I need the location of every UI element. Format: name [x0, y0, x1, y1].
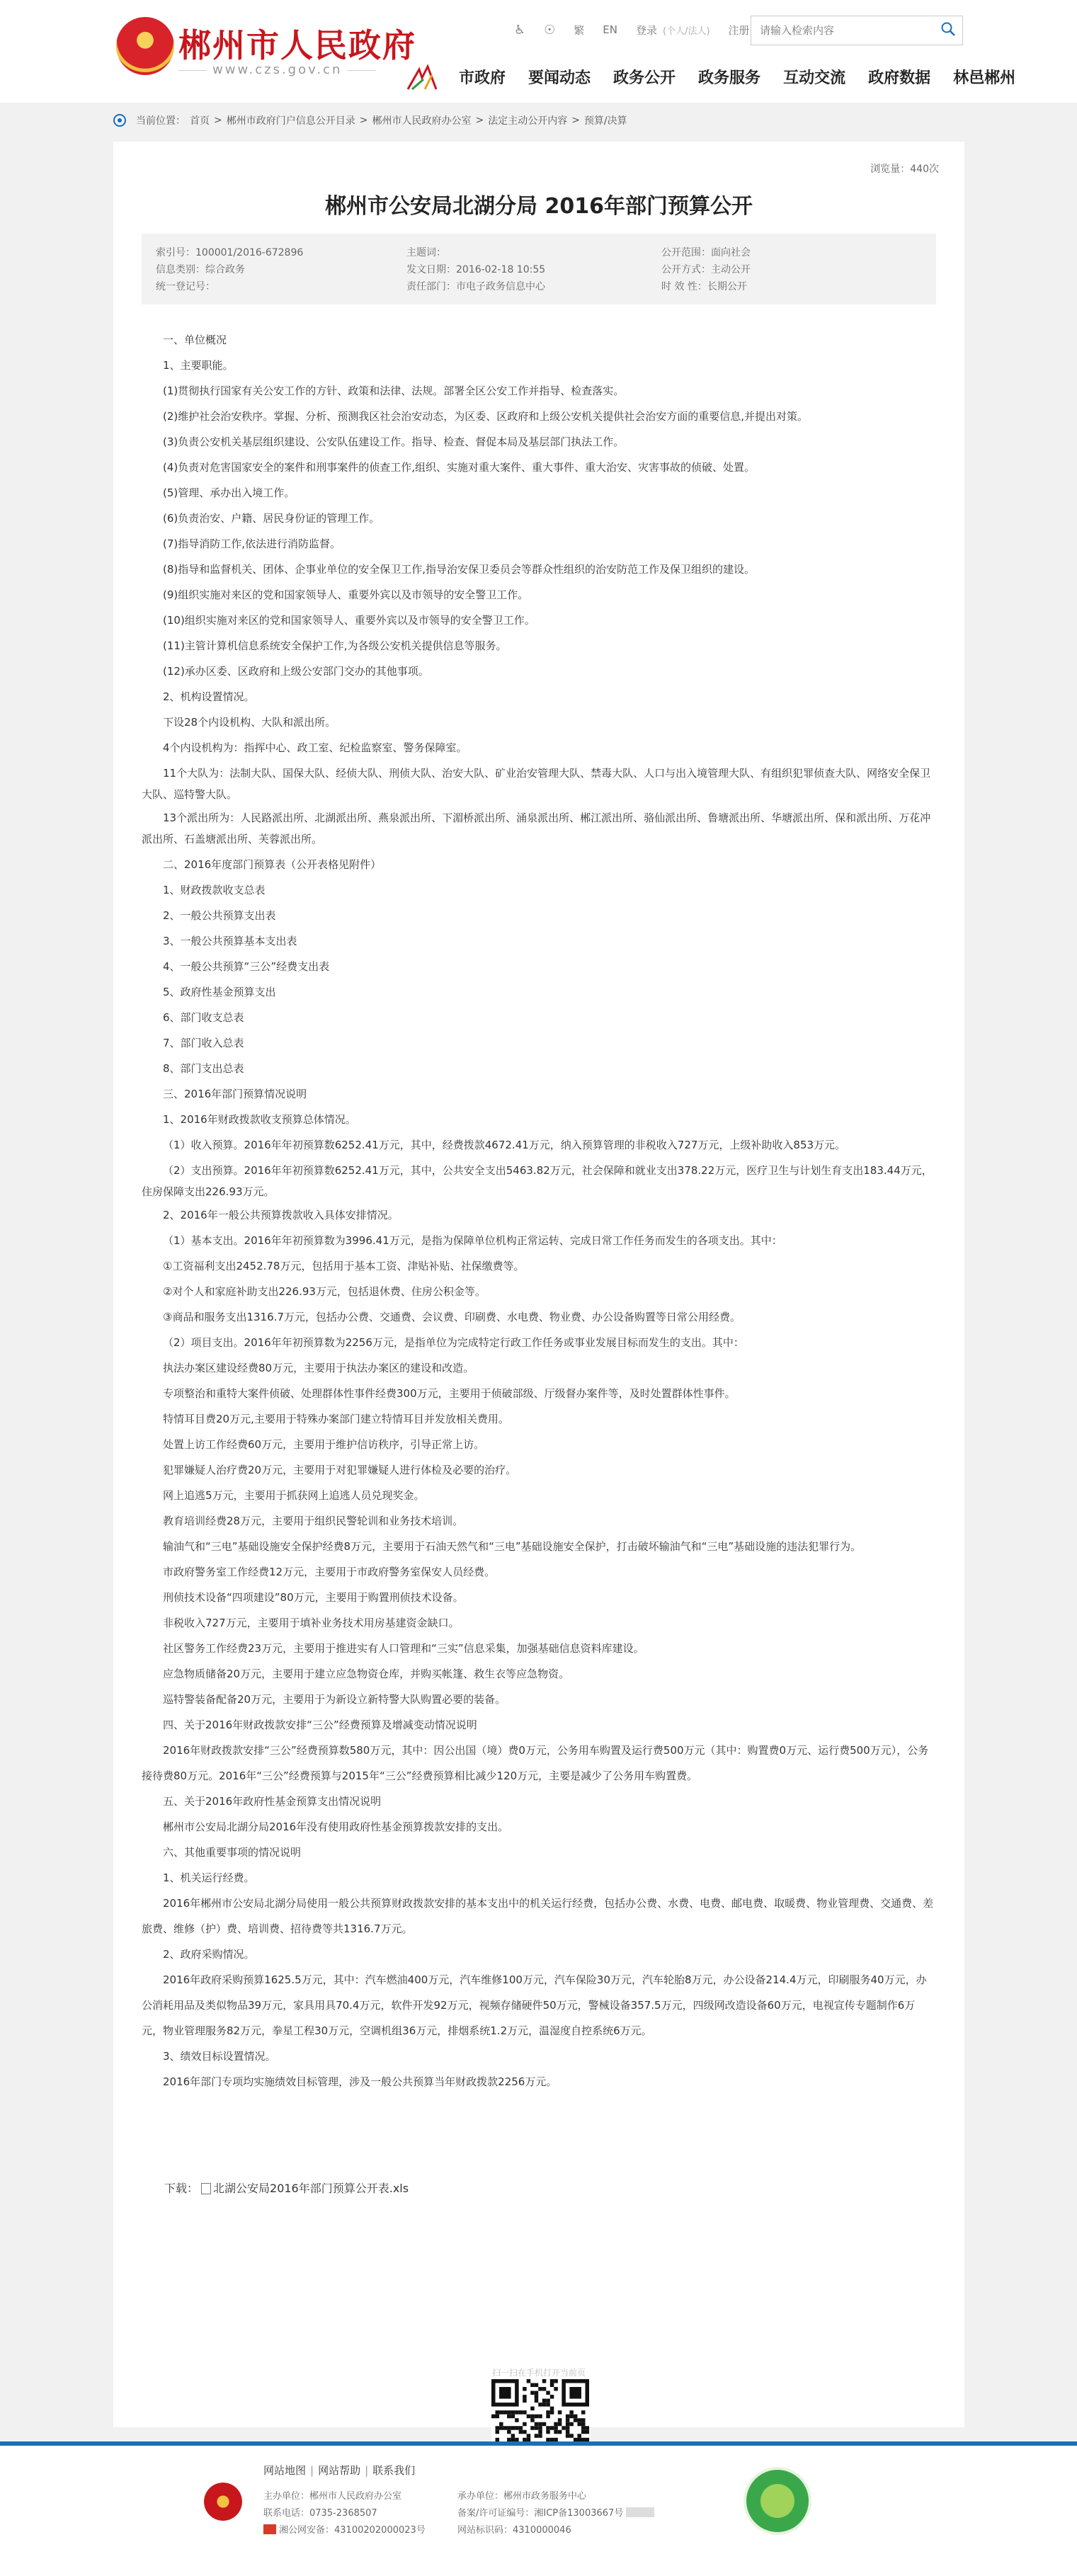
article-paragraph: (4)负责对危害国家安全的案件和刑事案件的侦查工作,组织、实施对重大案件、重大事件、重大治安、灾害事故的侦破、处置。 — [163, 461, 756, 474]
breadcrumb-item[interactable]: 郴州市人民政府办公室 — [372, 115, 472, 127]
site-title[interactable]: 郴州市人民政府 — [178, 26, 416, 64]
article-paragraph: (9)组织实施对来区的党和国家领导人、重要外宾以及市领导的安全警卫工作。 — [163, 588, 529, 601]
article-paragraph: (1)贯彻执行国家有关公安工作的方针、政策和法律、法规。部署全区公安工作并指导、检查落实。 — [163, 384, 625, 397]
article-paragraph: 犯罪嫌疑人治疗费20万元，主要用于对犯罪嫌疑人进行体检及必要的治疗。 — [163, 1464, 517, 1476]
footer-site-id: 网站标识码：4310000046 — [457, 2525, 571, 2536]
site-header — [0, 0, 1077, 103]
article-paragraph: （2）项目支出。2016年年初预算数为2256万元，是指单位为完成特定行政工作任务或事业发展目标而发生的支出。其中： — [163, 1336, 744, 1349]
breadcrumb — [113, 112, 627, 129]
article-paragraph: (11)主管计算机信息系统安全保护工作,为各级公安机关提供信息等服务。 — [163, 639, 507, 652]
article-paragraph: (6)负责治安、户籍、居民身份证的管理工作。 — [163, 512, 380, 525]
site-footer — [0, 2441, 1077, 2576]
breadcrumb-item[interactable]: 法定主动公开内容 — [488, 115, 568, 127]
top-links — [514, 21, 750, 38]
breadcrumb-separator: > — [571, 115, 580, 126]
article-paragraph: 2、2016年一般公共预算拨款收入具体安排情况。 — [163, 1209, 399, 1221]
footer-link-contact[interactable]: 联系我们 — [372, 2464, 416, 2477]
main-nav — [459, 66, 1015, 88]
search-icon[interactable] — [941, 22, 955, 36]
accessibility-icon[interactable]: ♿ — [514, 22, 526, 38]
article-body — [142, 327, 936, 2095]
article-paragraph: 2、机构设置情况。 — [163, 690, 255, 703]
article-paragraph: 1、财政拨款收支总表 — [163, 884, 266, 896]
article-paragraph: 3、一般公共预算基本支出表 — [163, 935, 297, 947]
elder-mode-icon[interactable]: ☉ — [544, 22, 556, 38]
article-paragraph: 市政府警务室工作经费12万元，主要用于市政府警务室保安人员经费。 — [163, 1566, 496, 1578]
login-link[interactable]: 登录 — [636, 23, 658, 37]
breadcrumb-separator: > — [214, 115, 222, 126]
article-paragraph: 下设28个内设机构、大队和派出所。 — [163, 716, 336, 729]
register-link[interactable]: 注册 — [728, 23, 750, 37]
article-paragraph: 五、关于2016年政府性基金预算支出情况说明 — [163, 1795, 382, 1808]
article-paragraph: 二、2016年度部门预算表（公开表格见附件） — [163, 858, 382, 871]
meta-scope: 公开范围：面向社会 — [661, 247, 751, 258]
download-area — [164, 2179, 409, 2196]
footer-link-help[interactable]: 网站帮助 — [318, 2464, 361, 2477]
article-paragraph: 6、部门收支总表 — [163, 1011, 244, 1024]
footer-police-record[interactable]: 湘公网安备：43100202000023号 — [279, 2525, 426, 2536]
article-paragraph: (8)指导和监督机关、团体、企事业单位的安全保卫工作,指导治安保卫委员会等群众性组织的治安防范工作及保卫组织的建设。 — [163, 563, 756, 576]
article-paragraph: 社区警务工作经费23万元，主要用于推进实有人口管理和“三实”信息采集，加强基础信息资料库建设。 — [163, 1642, 644, 1655]
article-paragraph: 一、单位概况 — [163, 334, 227, 346]
footer-info-left — [263, 2488, 426, 2539]
article-paragraph: 执法办案区建设经费80万元，主要用于执法办案区的建设和改造。 — [163, 1362, 474, 1374]
nav-item-services[interactable]: 政务服务 — [698, 69, 761, 87]
english-link[interactable]: EN — [603, 23, 617, 36]
article-paragraph: 11个大队为：法制大队、国保大队、经侦大队、刑侦大队、治安大队、矿业治安管理大队、禁毒大队、人口与出入境管理大队、有组织犯罪侦查大队、网络安全保卫大队、巡特警大队。 — [142, 767, 931, 801]
article-paragraph: 2、一般公共预算支出表 — [163, 909, 276, 922]
gov-site-finder-badge-icon[interactable] — [743, 2467, 811, 2535]
article-title: 郴州市公安局北湖分局 2016年部门预算公开 — [325, 194, 753, 219]
nav-item-interaction[interactable]: 互动交流 — [783, 69, 846, 87]
article-paragraph: (5)管理、承办出入境工作。 — [163, 486, 295, 499]
article-paragraph: 处置上访工作经费60万元，主要用于维护信访秩序，引导正常上访。 — [163, 1438, 485, 1451]
meta-subject: 主题词： — [406, 247, 446, 258]
article-paragraph: 3、绩效目标设置情况。 — [163, 2050, 276, 2063]
article-meta — [142, 234, 936, 304]
article-paragraph: 郴州市公安局北湖分局2016年没有使用政府性基金预算拨款安排的支出。 — [163, 1820, 509, 1833]
article-paragraph: ②对个人和家庭补助支出226.93万元，包括退休费、住房公积金等。 — [163, 1285, 486, 1298]
article-paragraph: 1、机关运行经费。 — [163, 1871, 255, 1884]
article-paragraph: 网上追逃5万元，主要用于抓获网上追逃人员兑现奖金。 — [163, 1489, 425, 1502]
article-paragraph: 专项整治和重特大案件侦破、处理群体性事件经费300万元，主要用于侦破部级、厅级督办案件等，及时处置群体性事件。 — [163, 1387, 736, 1400]
article-paragraph: 三、2016年部门预算情况说明 — [163, 1088, 307, 1100]
nav-item-linyi-chenzhou[interactable]: 林邑郴州 — [953, 69, 1016, 87]
article-paragraph: （1）基本支出。2016年年初预算数为3996.41万元，是指为保障单位机构正常运转、完成日常工作任务而发生的各项支出。其中： — [163, 1234, 782, 1247]
article-card — [113, 142, 964, 2427]
article-paragraph: ①工资福利支出2452.78万元，包括用于基本工资、津贴补贴、社保缴费等。 — [163, 1260, 525, 1272]
breadcrumb-label: 当前位置： — [136, 115, 186, 127]
meta-category: 信息类别：综合政务 — [156, 264, 245, 275]
article-paragraph: 1、2016年财政拨款收支预算总体情况。 — [163, 1113, 356, 1126]
public-security-badge-icon — [263, 2524, 276, 2534]
article-paragraph: （1）收入预算。2016年年初预算数6252.41万元，其中，经费拨款4672.41万元，纳入预算管理的非税收入727万元，上级补助收入853万元。 — [163, 1139, 846, 1151]
article-paragraph: 2016年部门专项均实施绩效目标管理，涉及一般公共预算当年财政拨款2256万元。 — [163, 2075, 557, 2088]
nav-item-news[interactable]: 要闻动态 — [528, 69, 591, 87]
nav-decoration-icon — [405, 64, 439, 92]
footer-link-sitemap[interactable]: 网站地图 — [263, 2464, 307, 2477]
article-paragraph: 巡特警装备配备20万元，主要用于为新设立新特警大队购置必要的装备。 — [163, 1693, 506, 1706]
breadcrumb-separator: > — [475, 115, 484, 126]
meta-validity: 时 效 性：长期公开 — [661, 281, 747, 292]
article-paragraph: (3)负责公安机关基层组织建设、公安队伍建设工作。指导、检查、督促本局及基层部门执法工作。 — [163, 435, 625, 448]
article-paragraph: 5、政府性基金预算支出 — [163, 986, 276, 998]
meta-index-no: 索引号：100001/2016-672896 — [156, 247, 304, 258]
meta-form: 公开方式：主动公开 — [661, 264, 751, 275]
view-count: 浏览量：440次 — [870, 164, 939, 175]
traditional-chinese-link[interactable]: 繁 — [574, 23, 585, 37]
download-link[interactable]: 北湖公安局2016年部门预算公开表.xls — [213, 2182, 409, 2195]
location-icon — [113, 114, 126, 127]
footer-phone: 联系电话：0735-2368507 — [263, 2508, 377, 2519]
article-paragraph: 7、部门收入总表 — [163, 1037, 244, 1049]
footer-links — [263, 2463, 415, 2478]
article-paragraph: 非税收入727万元，主要用于填补业务技术用房基建资金缺口。 — [163, 1617, 460, 1629]
article-paragraph: 2016年财政拨款安排“三公”经费预算数580万元，其中：因公出国（境）费0万元，公务用车购置及运行费500万元（其中：购置费0万元、运行费500万元），公务接待费80万元。2016年“三公”经费预算与2015年“三公”经费预算相比减少120万元，主要是减少了公务用车购置费。 — [142, 1744, 929, 1782]
article-paragraph: (12)承办区委、区政府和上级公安部门交办的其他事项。 — [163, 665, 429, 678]
article-paragraph: ③商品和服务支出1316.7万元，包括办公费、交通费、会议费、印刷费、水电费、物业费、办公设备购置等日常公用经费。 — [163, 1311, 741, 1323]
party-government-emblem-icon[interactable] — [204, 2483, 242, 2521]
site-url: www.czs.gov.cn — [212, 62, 343, 77]
national-emblem-icon — [116, 17, 174, 75]
footer-undertaker: 承办单位：郴州市政务服务中心 — [457, 2491, 587, 2502]
footer-info-right — [457, 2488, 654, 2539]
article-paragraph: 刑侦技术设备“四项建设”80万元，主要用于购置刑侦技术设备。 — [163, 1591, 464, 1604]
article-paragraph: 1、主要职能。 — [163, 359, 234, 372]
nav-item-open-data[interactable]: 政府数据 — [868, 69, 931, 87]
article-paragraph: 特情耳目费20万元,主要用于特殊办案部门建立特情耳目并发放相关费用。 — [163, 1413, 509, 1425]
article-paragraph: 四、关于2016年财政拨款安排“三公”经费预算及增减变动情况说明 — [163, 1719, 477, 1731]
article-paragraph: 教育培训经费28万元，主要用于组织民警轮训和业务技术培训。 — [163, 1515, 464, 1527]
nav-item-open-government[interactable]: 政务公开 — [613, 69, 676, 87]
article-paragraph: （2）支出预算。2016年年初预算数6252.41万元，其中，公共安全支出5463.82万元，社会保障和就业支出378.22万元，医疗卫生与计划生育支出183.44万元，住房保障支出226.93万元。 — [142, 1164, 933, 1198]
footer-separator: | — [310, 2464, 314, 2477]
article-paragraph: (2)维护社会治安秩序。掌握、分析、预测我区社会治安动态，为区委、区政府和上级公安机关提供社会治安方面的重要信息,并提出对策。 — [163, 410, 809, 423]
article-paragraph: 4、一般公共预算“三公”经费支出表 — [163, 960, 330, 973]
excel-file-icon — [201, 2183, 211, 2194]
login-note: (个人/法人) — [663, 25, 710, 37]
article-paragraph: 13个派出所为：人民路派出所、北湖派出所、燕泉派出所、下湄桥派出所、涌泉派出所、郴江派出所、骆仙派出所、鲁塘派出所、华塘派出所、保和派出所、万花冲派出所、石盖塘派出所、芙蓉派出所。 — [142, 811, 931, 845]
article-paragraph: 4个内设机构为：指挥中心、政工室、纪检监察室、警务保障室。 — [163, 741, 467, 754]
article-paragraph: 2016年郴州市公安局北湖分局使用一般公共预算财政拨款安排的基本支出中的机关运行经费，包括办公费、水费、电费、邮电费、取暖费、物业管理费、交通费、差旅费、维修（护）费、培训费、招待费等共1316.7万元。 — [142, 1897, 934, 1935]
article-paragraph: 2016年政府采购预算1625.5万元，其中：汽车燃油400万元，汽车维修100万元，汽车保险30万元，汽车轮胎8万元，办公设备214.4万元，印刷服务40万元，办公消耗用品及类似物品39万元，家具用具70.4万元，软件开发92万元，视频存储硬件50万元，警械设备357.5万元，四级网改造设备60万元，电视宣传专题制作6万元，物业管理服务82万元，拳星工程30万元，空调机组36万元，排烟系统1.2万元，温湿度自控系统6万元。 — [142, 1973, 927, 2037]
nav-item-city-government[interactable]: 市政府 — [459, 69, 506, 87]
article-paragraph: (7)指导消防工作,依法进行消防监督。 — [163, 537, 341, 550]
download-label: 下载： — [164, 2182, 199, 2195]
breadcrumb-separator: > — [359, 115, 368, 126]
article-paragraph: 2、政府采购情况。 — [163, 1948, 255, 1961]
footer-separator: | — [365, 2464, 369, 2477]
breadcrumb-item[interactable]: 预算/决算 — [583, 115, 627, 127]
article-paragraph: 8、部门支出总表 — [163, 1062, 244, 1075]
meta-dept: 责任部门：市电子政务信息中心 — [406, 281, 545, 292]
search-box — [751, 16, 963, 45]
qr-label: 扫一扫在手机打开当前页 — [491, 2368, 586, 2378]
meta-pub-date: 发文日期：2016-02-18 10:55 — [406, 264, 546, 275]
article-paragraph: 应急物质储备20万元，主要用于建立应急物资仓库，并购买帐篷、救生衣等应急物资。 — [163, 1668, 570, 1680]
article-paragraph: 输油气和“三电”基础设施安全保护经费8万元，主要用于石油天然气和“三电”基础设施安全保护，打击破坏输油气和“三电”基础设施的违法犯罪行为。 — [163, 1540, 862, 1553]
search-input[interactable] — [751, 16, 931, 45]
article-paragraph: 六、其他重要事项的情况说明 — [163, 1846, 302, 1859]
breadcrumb-home[interactable]: 首页 — [190, 115, 210, 127]
breadcrumb-item[interactable]: 郴州市政府门户信息公开目录 — [226, 115, 355, 127]
article-paragraph: (10)组织实施对来区的党和国家领导人、重要外宾以及市领导的安全警卫工作。 — [163, 614, 535, 627]
footer-host: 主办单位：郴州市人民政府办公室 — [263, 2491, 402, 2502]
meta-reg-no: 统一登记号： — [156, 281, 215, 292]
icp-badge-icon — [626, 2507, 654, 2517]
footer-icp[interactable]: 备案/许可证编号：湘ICP备13003667号 — [457, 2508, 624, 2519]
